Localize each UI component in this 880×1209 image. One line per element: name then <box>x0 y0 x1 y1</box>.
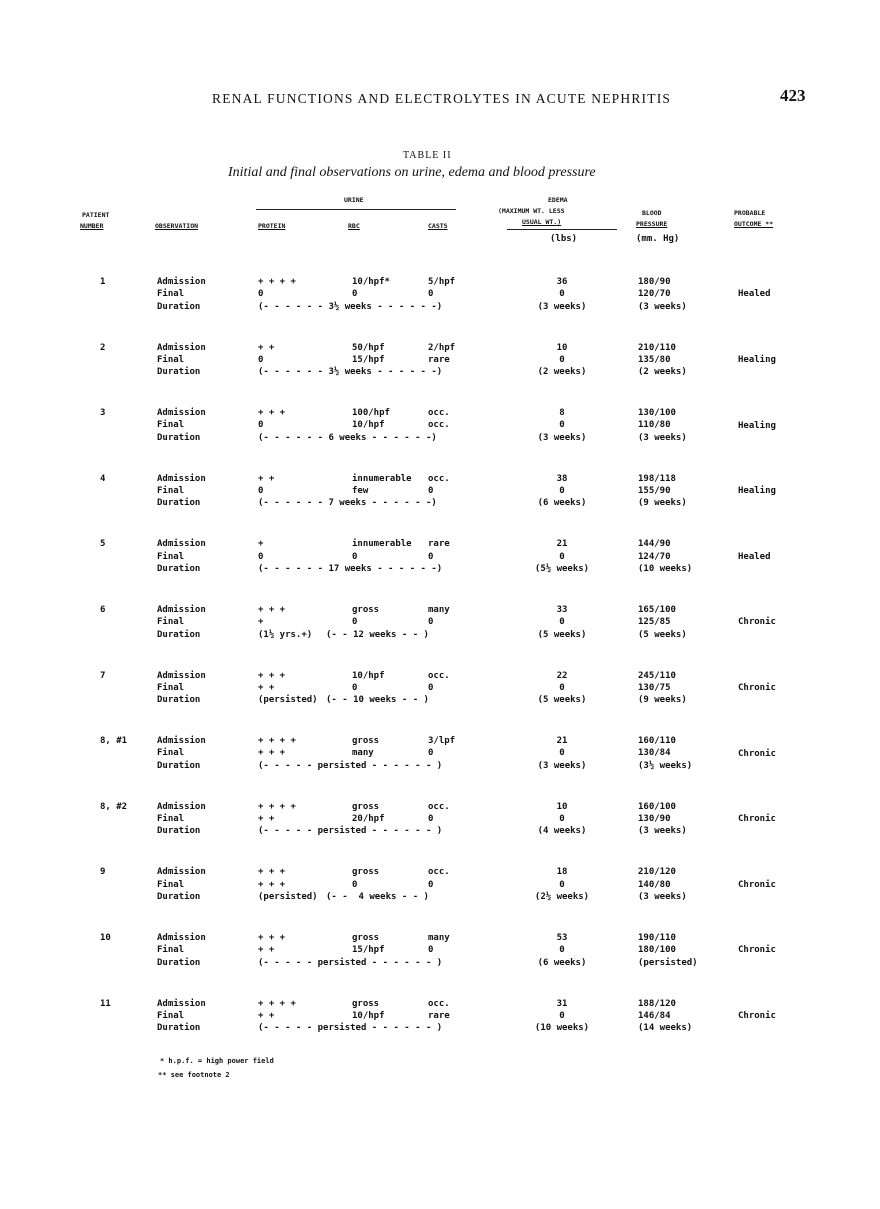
table-cell-casts: occ. 0 <box>428 473 450 497</box>
table-cell-urine-duration: (- - - - - - 3½ weeks - - - - - -) <box>258 367 443 378</box>
table-cell-patient: 7 <box>100 670 106 681</box>
table-cell-observation: Admission Final Duration <box>157 736 206 771</box>
table-cell-rbc: gross 20/hpf <box>352 801 385 825</box>
table-cell-blood-pressure: 180/90 120/70 (3 weeks) <box>638 277 687 312</box>
table-cell-edema: 8 0 (3 weeks) <box>537 408 587 443</box>
table-cell-edema: 22 0 (5 weeks) <box>537 670 587 706</box>
table-cell-casts: rare 0 <box>428 539 450 562</box>
table-cell-urine-duration: (- - - - - - 6 weeks - - - - - -) <box>258 432 437 443</box>
table-cell-patient: 6 <box>100 605 106 615</box>
table-cell-casts: 2/hpf rare <box>428 342 456 365</box>
header-casts: CASTS <box>428 222 448 230</box>
table-cell-protein: + + + + (1½ yrs.+) <box>258 605 313 640</box>
table-cell-patient: 5 <box>100 539 106 550</box>
table-cell-blood-pressure: 130/100 110/80 (3 weeks) <box>638 408 687 443</box>
header-patient-line2: NUMBER <box>80 222 104 230</box>
table-cell-casts: 5/hpf 0 <box>428 277 456 300</box>
table-cell-protein: + + 0 <box>258 342 275 365</box>
table-cell-blood-pressure: 198/118 155/90 (9 weeks) <box>638 473 687 509</box>
table-cell-patient: 2 <box>100 342 106 353</box>
table-cell-rbc: innumerable few <box>352 473 412 497</box>
table-cell-protein: + + + + + + <box>258 998 296 1021</box>
table-cell-urine-duration: (- - - - - - 17 weeks - - - - - -) <box>258 564 443 574</box>
table-cell-rbc: gross 10/hpf <box>352 998 385 1021</box>
table-cell-urine-duration: (- - 10 weeks - - ) <box>326 695 429 706</box>
table-cell-patient: 4 <box>100 473 106 484</box>
table-cell-outcome: Healing <box>738 354 776 365</box>
table-cell-protein: + + + + + (persisted) <box>258 670 318 706</box>
table-cell-patient: 3 <box>100 408 106 419</box>
table-cell-casts: occ. rare <box>428 998 450 1021</box>
header-bp-unit: (mm. Hg) <box>636 234 680 244</box>
table-cell-blood-pressure: 210/120 140/80 (3 weeks) <box>638 867 687 902</box>
table-cell-edema: 21 0 (3 weeks) <box>537 736 587 771</box>
table-cell-edema: 10 0 (4 weeks) <box>537 801 587 837</box>
table-cell-patient: 1 <box>100 277 106 287</box>
header-patient-line1: PATIENT <box>82 211 110 219</box>
table-cell-outcome: Chronic <box>738 814 776 825</box>
table-cell-rbc: 10/hpf* 0 <box>352 277 390 300</box>
table-cell-outcome: Chronic <box>738 682 776 693</box>
table-cell-patient: 9 <box>100 867 106 878</box>
header-edema: EDEMA <box>548 196 568 204</box>
table-cell-protein: + + + + + + <box>258 801 296 825</box>
header-bp-line2: PRESSURE <box>636 220 668 228</box>
table-cell-observation: Admission Final Duration <box>157 473 206 509</box>
table-cell-blood-pressure: 165/100 125/85 (5 weeks) <box>638 605 687 640</box>
table-cell-outcome: Chronic <box>738 1010 776 1021</box>
table-cell-outcome: Chronic <box>738 945 776 956</box>
table-cell-casts: occ. 0 <box>428 867 450 890</box>
table-cell-patient: 10 <box>100 933 111 943</box>
table-cell-rbc: 100/hpf 10/hpf <box>352 408 390 431</box>
table-cell-protein: + + + + + <box>258 933 286 956</box>
table-cell-edema: 36 0 (3 weeks) <box>537 277 587 312</box>
table-cell-casts: many 0 <box>428 933 450 956</box>
table-cell-edema: 31 0 (10 weeks) <box>534 998 590 1034</box>
table-cell-protein: + 0 <box>258 539 264 562</box>
urine-rule <box>256 209 456 210</box>
table-cell-outcome: Healing <box>738 486 776 497</box>
header-outcome-line2: OUTCOME ** <box>734 220 774 228</box>
page-number: 423 <box>780 86 806 105</box>
table-cell-casts: occ. occ. <box>428 408 450 431</box>
table-cell-rbc: 50/hpf 15/hpf <box>352 342 385 365</box>
table-cell-outcome: Chronic <box>738 879 776 890</box>
table-caption: Initial and final observations on urine, edema and blood pressure <box>228 165 596 180</box>
table-cell-casts: occ. 0 <box>428 801 450 825</box>
header-bp-line1: BLOOD <box>642 209 662 217</box>
table-cell-blood-pressure: 188/120 146/84 (14 weeks) <box>638 998 693 1034</box>
table-cell-outcome: Healed <box>738 551 771 562</box>
header-urine: URINE <box>344 196 364 204</box>
table-cell-urine-duration: (- - - - - - 7 weeks - - - - - -) <box>258 498 437 509</box>
table-cell-blood-pressure: 210/110 135/80 (2 weeks) <box>638 342 687 378</box>
header-edema-unit: (lbs) <box>550 234 578 244</box>
table-cell-urine-duration: (- - 12 weeks - - ) <box>326 629 429 640</box>
table-cell-blood-pressure: 160/110 130/84 (3½ weeks) <box>638 736 693 771</box>
header-observation: OBSERVATION <box>155 222 199 230</box>
table-cell-outcome: Healed <box>738 289 771 300</box>
table-cell-blood-pressure: 190/110 180/100 (persisted) <box>638 933 698 968</box>
table-cell-observation: Admission Final Duration <box>157 670 206 706</box>
running-head: RENAL FUNCTIONS AND ELECTROLYTES IN ACUTE NEPHRITIS <box>212 91 672 106</box>
table-cell-outcome: Healing <box>738 420 776 431</box>
table-cell-edema: 53 0 (6 weeks) <box>537 933 587 968</box>
table-cell-protein: + + + + 0 <box>258 277 296 300</box>
header-edema-sub1: (MAXIMUM WT. LESS <box>498 207 565 215</box>
table-cell-edema: 21 0 (5½ weeks) <box>534 539 590 574</box>
header-rbc: RBC <box>348 222 360 230</box>
table-label: TABLE II <box>403 150 452 161</box>
table-cell-observation: Admission Final Duration <box>157 605 206 640</box>
table-cell-blood-pressure: 160/100 130/90 (3 weeks) <box>638 801 687 837</box>
table-cell-edema: 18 0 (2½ weeks) <box>534 867 590 902</box>
table-cell-rbc: gross 0 <box>352 867 380 890</box>
table-cell-patient: 8, #1 <box>100 736 128 747</box>
table-cell-rbc: gross 0 <box>352 605 380 628</box>
table-cell-urine-duration: (- - 4 weeks - - ) <box>326 892 429 902</box>
table-cell-rbc: gross many <box>352 736 380 759</box>
header-edema-sub2: USUAL WT.) <box>522 218 562 226</box>
table-cell-observation: Admission Final Duration <box>157 539 206 574</box>
table-cell-edema: 10 0 (2 weeks) <box>537 342 587 378</box>
table-cell-observation: Admission Final Duration <box>157 408 206 443</box>
header-protein: PROTEIN <box>258 222 286 230</box>
table-cell-urine-duration: (- - - - - - 3½ weeks - - - - - -) <box>258 301 443 312</box>
table-cell-edema: 33 0 (5 weeks) <box>537 605 587 640</box>
table-cell-blood-pressure: 245/110 130/75 (9 weeks) <box>638 670 687 706</box>
table-cell-outcome: Chronic <box>738 617 776 628</box>
table-cell-protein: + + + + + + + <box>258 736 296 759</box>
edema-rule <box>507 229 617 230</box>
table-cell-protein: + + 0 <box>258 473 275 497</box>
table-cell-observation: Admission Final Duration <box>157 933 206 968</box>
table-cell-protein: + + + 0 <box>258 408 286 431</box>
table-cell-urine-duration: (- - - - - persisted - - - - - - ) <box>258 826 443 837</box>
header-outcome-line1: PROBABLE <box>734 209 766 217</box>
table-cell-rbc: 10/hpf 0 <box>352 670 385 693</box>
table-cell-casts: 3/lpf 0 <box>428 736 456 759</box>
table-cell-casts: many 0 <box>428 605 450 628</box>
table-cell-observation: Admission Final Duration <box>157 277 206 312</box>
table-cell-edema: 38 0 (6 weeks) <box>537 473 587 509</box>
table-cell-rbc: innumerable 0 <box>352 539 412 562</box>
table-cell-urine-duration: (- - - - - persisted - - - - - - ) <box>258 1023 443 1034</box>
table-cell-urine-duration: (- - - - - persisted - - - - - - ) <box>258 760 443 771</box>
table-cell-patient: 8, #2 <box>100 801 128 812</box>
table-cell-protein: + + + + + + (persisted) <box>258 867 318 902</box>
table-cell-patient: 11 <box>100 998 111 1009</box>
table-cell-observation: Admission Final Duration <box>157 867 206 902</box>
table-cell-observation: Admission Final Duration <box>157 342 206 378</box>
table-cell-observation: Admission Final Duration <box>157 998 206 1034</box>
table-cell-rbc: gross 15/hpf <box>352 933 385 956</box>
table-cell-outcome: Chronic <box>738 748 776 759</box>
footnote-outcome: ** see footnote 2 <box>158 1071 230 1079</box>
table-cell-urine-duration: (- - - - - persisted - - - - - - ) <box>258 957 443 968</box>
table-cell-casts: occ. 0 <box>428 670 450 693</box>
table-cell-blood-pressure: 144/90 124/70 (10 weeks) <box>638 539 693 574</box>
footnote-hpf: * h.p.f. = high power field <box>160 1057 274 1065</box>
table-cell-observation: Admission Final Duration <box>157 801 206 837</box>
